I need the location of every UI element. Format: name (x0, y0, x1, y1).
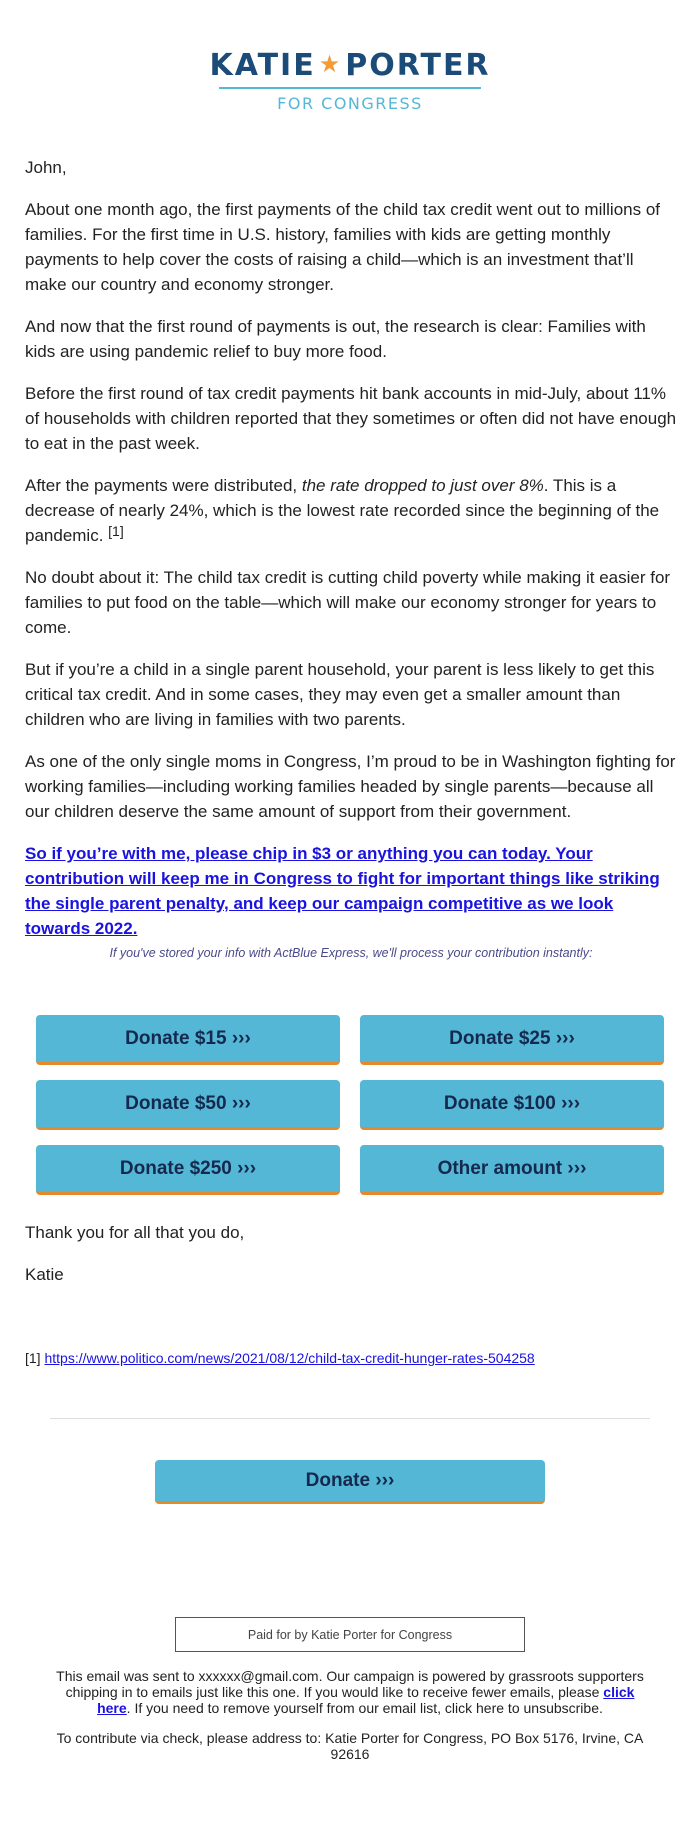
email-notice-text: This email was sent to xxxxxx@gmail.com. Our campaign is powered by grassroots supporters chipping in to emails just like this one. If you would like to receive fewer emails, please (56, 1668, 644, 1700)
legal-footer (50, 1668, 650, 1776)
paid-for-disclaimer: Paid for by Katie Porter for Congress (175, 1617, 525, 1652)
donate-button[interactable]: Donate ››› (155, 1460, 545, 1504)
logo-first-name: KATIE (209, 48, 316, 83)
donate-15-button[interactable]: Donate $15 ››› (36, 1015, 340, 1065)
email-notice (50, 1668, 650, 1716)
paragraph-3: Before the first round of tax credit payments hit bank accounts in mid-July, about 11% of households with children reported that they sometimes or often did not have enough to eat in the past week. (25, 384, 677, 453)
paragraph-7: As one of the only single moms in Congress, I’m proud to be in Washington fighting for working families—including working families headed by single parents—because all our children deserve the same amount of support from their government. (25, 752, 676, 821)
paragraph-4 (25, 473, 677, 548)
signoff (25, 1220, 677, 1304)
logo-rule (219, 87, 481, 89)
paragraph-2: And now that the first round of payments is out, the research is clear: Families with kids are using pandemic relief to buy more food. (25, 317, 646, 361)
email-body (25, 155, 677, 983)
donate-100-button[interactable]: Donate $100 ››› (360, 1080, 664, 1130)
footnote-source-link[interactable]: https://www.politico.com/news/2021/08/12/child-tax-credit-hunger-rates-504258 (44, 1350, 535, 1366)
fewer-emails-link[interactable]: click here (97, 1684, 635, 1716)
closing-line: Thank you for all that you do, (25, 1223, 245, 1242)
footnote (25, 1350, 677, 1366)
donate-250-button[interactable]: Donate $250 ››› (36, 1145, 340, 1195)
paragraph-6: But if you’re a child in a single parent household, your parent is less likely to get this critical tax credit. And in some cases, they may even get a smaller amount than children who are living in families with two parents. (25, 660, 655, 729)
donate-50-button[interactable]: Donate $50 ››› (36, 1080, 340, 1130)
paragraph-1: About one month ago, the first payments of the child tax credit went out to millions of families. For the first time in U.S. history, families with kids are getting monthly payments to help cover the costs of raising a child—which is an investment that’ll make our country and economy stronger. (25, 200, 661, 294)
star-icon: ★ (318, 50, 343, 78)
footnote-marker: [1] (25, 1350, 41, 1366)
signature: Katie (25, 1265, 64, 1284)
logo-subtitle: FOR CONGRESS (277, 94, 423, 113)
unsubscribe-text: . If you need to remove yourself from our email list, click here to unsubscribe. (126, 1700, 603, 1716)
donate-other-amount-button[interactable]: Other amount ››› (360, 1145, 664, 1195)
logo-wordmark (0, 46, 700, 84)
donate-25-button[interactable]: Donate $25 ››› (360, 1015, 664, 1065)
footnote-reference: [1] (108, 523, 124, 539)
paragraph-4-end: . This is a decrease of nearly 24%, which is the lowest rate recorded since the beginning of the pandemic. (25, 476, 660, 545)
paragraph-4-start: After the payments were distributed, (25, 476, 302, 495)
actblue-note: If you've stored your info with ActBlue Express, we'll process your contribution instantly: (109, 946, 593, 960)
donate-cta-link[interactable]: So if you’re with me, please chip in $3 or anything you can today. Your contribution will keep me in Congress to fight for important things like striking the single parent penalty, and keep our campaign competitive as we look towards 2022. (25, 844, 660, 938)
paragraph-5: No doubt about it: The child tax credit is cutting child poverty while making it easier for families to put food on the table—which will make our economy stronger for years to come. (25, 568, 671, 637)
logo-last-name: PORTER (345, 48, 491, 83)
paragraph-4-emphasis: the rate dropped to just over 8% (301, 476, 544, 495)
donate-button-grid (36, 1015, 664, 1195)
divider (50, 1418, 650, 1419)
campaign-logo (0, 46, 700, 114)
salutation: John, (25, 158, 67, 177)
mailing-address: To contribute via check, please address to: Katie Porter for Congress, PO Box 5176, Irvine, CA 92616 (56, 1730, 644, 1762)
